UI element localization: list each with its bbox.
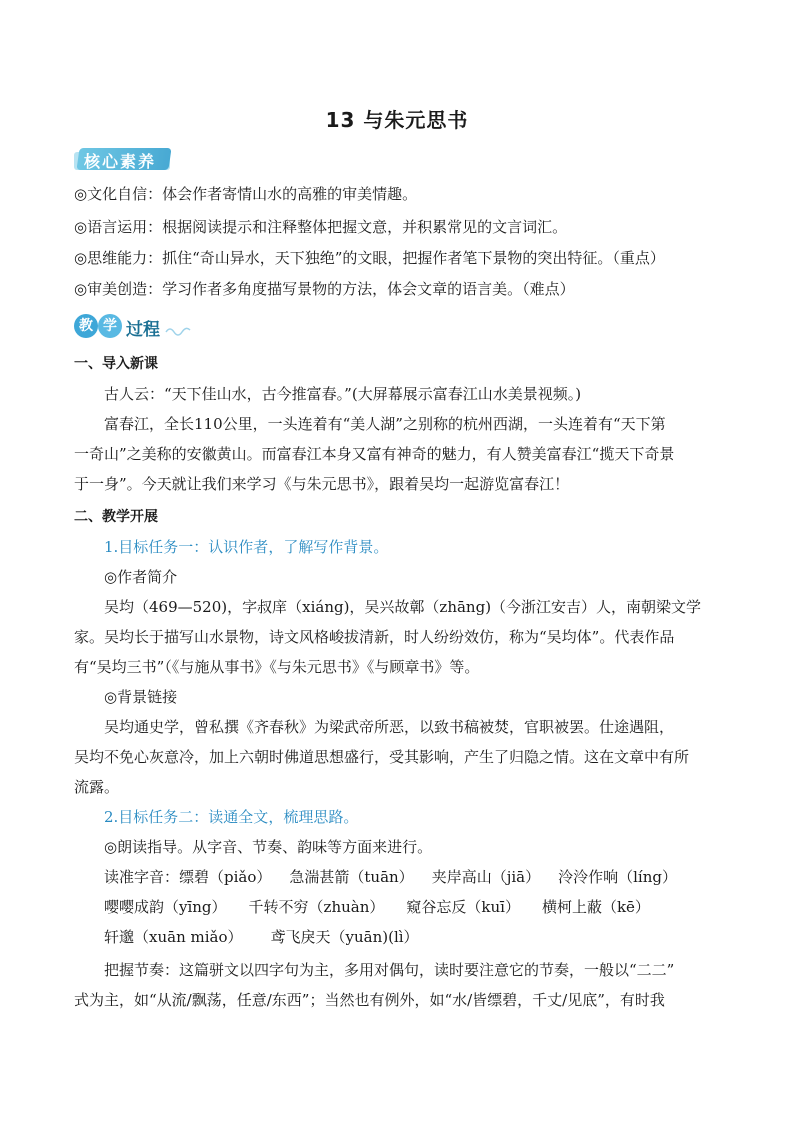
pronunciation-item: 横柯上蔽（kē） [541, 898, 650, 916]
literacy-item: ◎语言运用：根据阅读提示和注释整体把握文意，并积累常见的文言词汇。 [74, 218, 568, 236]
page-title: 13 与朱元思书 [325, 108, 469, 132]
pronunciation-item: 轩邈（xuān miǎo） [104, 928, 243, 946]
reading-guide-label: ◎朗读指导。从字音、节奏、韵味等方面来进行。 [104, 838, 433, 856]
pronunciation-row [74, 862, 734, 892]
heading-text: 过程 [126, 320, 160, 340]
author-paragraph-line: 有“吴均三书”（《与施从事书》《与朱元思书》《与顾章书》等。 [74, 658, 480, 676]
literacy-item: ◎文化自信：体会作者寄情山水的高雅的审美情趣。 [74, 185, 418, 203]
task-one-heading: 1.目标任务一：认识作者，了解写作背景。 [104, 538, 389, 556]
literacy-item: ◎思维能力：抓住“奇山异水，天下独绝”的文眼，把握作者笔下景物的突出特征。（重点） [74, 249, 665, 267]
background-paragraph-line: 吴均不免心灰意冷，加上六朝时佛道思想盛行，受其影响，产生了归隐之情。这在文章中有所 [74, 748, 690, 766]
pronunciation-item: 窥谷忘反（kuī） [406, 898, 520, 916]
pronunciation-item: 泠泠作响（líng） [558, 868, 677, 886]
literacy-item: ◎审美创造：学习作者多角度描写景物的方法，体会文章的语言美。（难点） [74, 280, 575, 298]
pronunciation-item: 千转不穷（zhuàn） [248, 898, 385, 916]
pronunciation-item: 鸢飞戾天（yuān)(lì） [270, 928, 419, 946]
section-heading-intro: 一、导入新课 [74, 356, 158, 372]
intro-paragraph-2-line: 于一身”。今天就让我们来学习《与朱元思书》，跟着吴均一起游览富春江！ [74, 475, 570, 493]
pronunciation-row [74, 922, 734, 952]
task-two-heading: 2.目标任务二：读通全文，梳理思路。 [104, 808, 359, 826]
pronunciation-label: 读准字音： [104, 868, 180, 886]
background-paragraph-line: 流露。 [74, 778, 120, 796]
badge-label: 核心素养 [84, 152, 157, 171]
background-paragraph-line: 吴均通史学，曾私撰《齐春秋》为梁武帝所恶，以致书稿被焚，官职被罢。仕途遇阻， [104, 718, 675, 736]
section-heading-teaching: 二、教学开展 [74, 509, 158, 525]
core-literacy-badge [74, 146, 172, 172]
heading-circle-1: 教 [74, 314, 98, 338]
author-paragraph-line: 吴均（469—520)，字叔庠（xiáng)，吴兴故鄣（zhāng)（今浙江安吉）人，南朝梁文学 [104, 598, 702, 616]
intro-paragraph-2-line: 一奇山”之美称的安徽黄山。而富春江本身又富有神奇的魅力，有人赞美富春江“揽天下奇景 [74, 445, 675, 463]
intro-paragraph-2-line: 富春江，全长110公里，一头连着有“美人湖”之别称的杭州西湖，一头连着有“天下第 [104, 415, 666, 433]
rhythm-paragraph-line: 式为主，如“从流/飘荡，任意/东西”；当然也有例外，如“水/皆缥碧，千丈/见底”，有时我 [74, 991, 665, 1009]
pronunciation-item: 缥碧（piǎo） [179, 868, 272, 886]
swirl-decoration-icon [164, 324, 194, 336]
intro-paragraph-1: 古人云：“天下佳山水，古今推富春。”(大屏幕展示富春江山水美景视频。) [104, 385, 582, 403]
author-intro-label: ◎作者简介 [104, 568, 178, 586]
background-label: ◎背景链接 [104, 688, 178, 706]
rhythm-paragraph-line: 把握节奏：这篇骈文以四字句为主，多用对偶句，读时要注意它的节奏，一般以“二二” [104, 961, 675, 979]
pronunciation-item: 急湍甚箭（tuān） [289, 868, 414, 886]
author-paragraph-line: 家。吴均长于描写山水景物，诗文风格峻拔清新，时人纷纷效仿，称为“吴均体”。代表作品 [74, 628, 675, 646]
teaching-process-heading [74, 314, 194, 340]
pronunciation-item: 嘤嘤成韵（yīng） [104, 898, 227, 916]
pronunciation-row [74, 892, 734, 922]
heading-circle-2: 学 [98, 314, 122, 338]
pronunciation-item: 夹岸高山（jiā） [431, 868, 541, 886]
